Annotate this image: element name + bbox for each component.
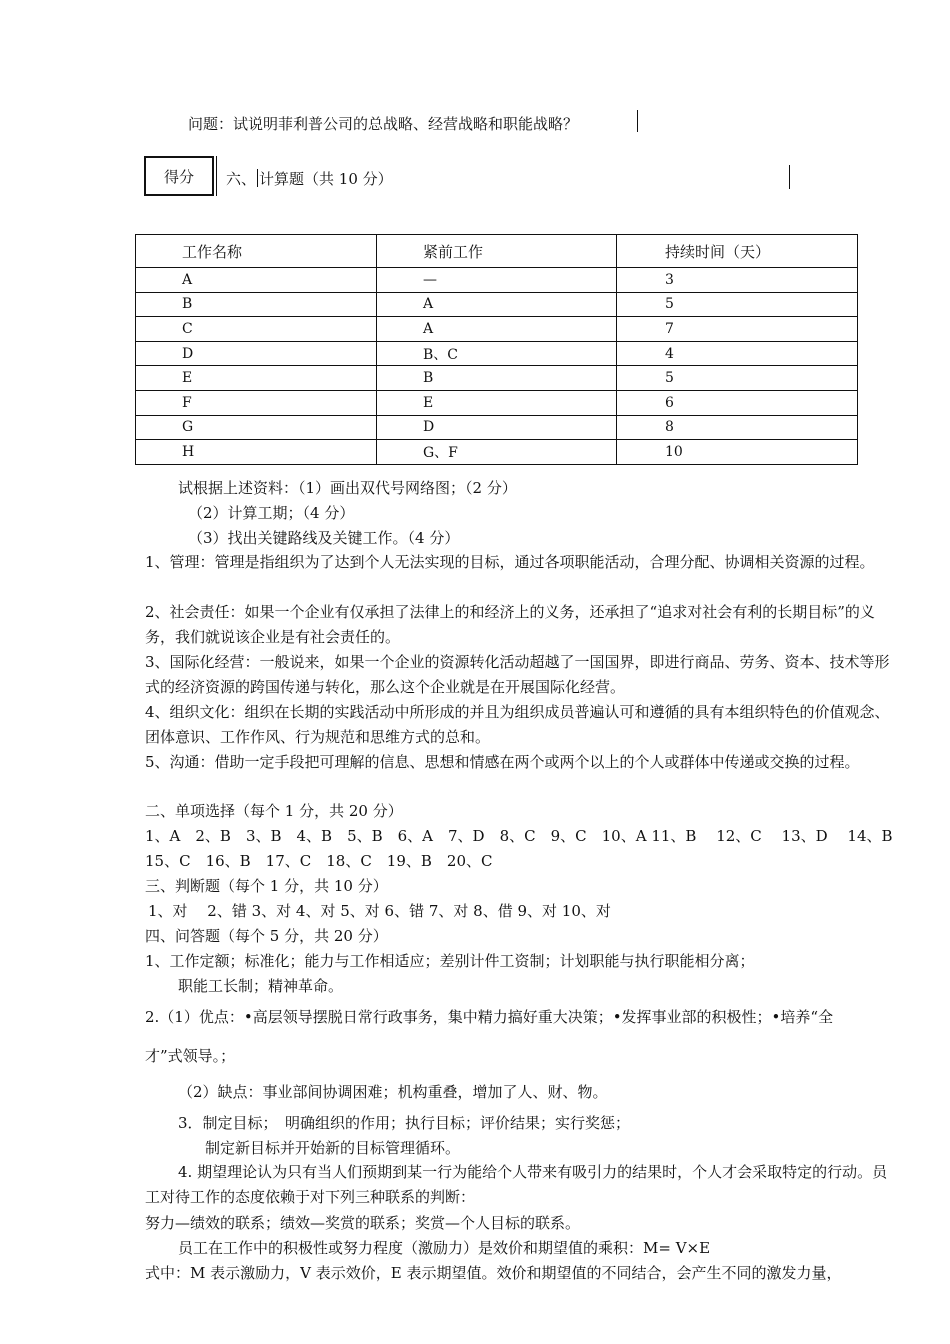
cell-predecessor: B xyxy=(377,366,617,391)
cell-duration: 7 xyxy=(617,317,858,342)
section4-heading: 四、问答题（每个 5 分，共 20 分） xyxy=(145,927,388,945)
score-box xyxy=(144,156,214,196)
question-text: 问题：试说明菲利普公司的总战略、经营战略和职能战略？ xyxy=(188,115,579,133)
table-row xyxy=(136,341,858,366)
table-row xyxy=(136,268,858,293)
cell-duration: 8 xyxy=(617,415,858,440)
cell-predecessor: A xyxy=(377,292,617,317)
definition-1: 1、管理：管理是指组织为了达到个人无法实现的目标，通过各项职能活动，合理分配、协调相关资源的过程。 xyxy=(145,553,875,571)
col-header-duration: 持续时间（天） xyxy=(617,235,858,268)
table-row xyxy=(136,440,858,465)
cell-task: A xyxy=(136,268,377,293)
cell-duration: 5 xyxy=(617,366,858,391)
cell-task: G xyxy=(136,415,377,440)
answer2-line1: 2.（1）优点：•高层领导摆脱日常行政事务，集中精力搞好重大决策；•发挥事业部的积极性；•培养“全 xyxy=(145,1008,834,1026)
cell-task: E xyxy=(136,366,377,391)
answer4-line3: 努力—绩效的联系；绩效—奖赏的联系；奖赏—个人目标的联系。 xyxy=(145,1214,581,1232)
task-line-1: 试根据上述资料：（1）画出双代号网络图；（2 分） xyxy=(178,479,517,497)
table-row xyxy=(136,317,858,342)
cell-duration: 4 xyxy=(617,341,858,366)
table-row xyxy=(136,415,858,440)
answer2-line3: （2）缺点：事业部间协调困难；机构重叠，增加了人、财、物。 xyxy=(178,1083,608,1101)
cell-task: B xyxy=(136,292,377,317)
cell-task: H xyxy=(136,440,377,465)
cursor-divider xyxy=(637,110,638,132)
cell-task: C xyxy=(136,317,377,342)
task-line-3: （3）找出关键路线及关键工作。（4 分） xyxy=(188,529,460,547)
section2-answers-2: 15、C 16、B 17、C 18、C 19、B 20、C xyxy=(145,852,493,870)
cell-predecessor: B、C xyxy=(377,341,617,366)
table-row xyxy=(136,390,858,415)
answer3-line2: 制定新目标并开始新的目标管理循环。 xyxy=(205,1139,461,1157)
right-divider xyxy=(789,165,790,189)
score-label: 得分 xyxy=(163,167,194,186)
table-row xyxy=(136,292,858,317)
definition-5: 5、沟通：借助一定手段把可理解的信息、思想和情感在两个或两个以上的个人或群体中传递或交换的过程。 xyxy=(145,753,860,771)
work-table xyxy=(135,234,858,465)
cell-predecessor: G、F xyxy=(377,440,617,465)
table-row xyxy=(136,366,858,391)
col-header-task: 工作名称 xyxy=(136,235,377,268)
answer1-line1: 1、工作定额；标准化；能力与工作相适应；差别计件工资制；计划职能与执行职能相分离； xyxy=(145,952,755,970)
col-header-predecessor: 紧前工作 xyxy=(377,235,617,268)
cell-predecessor: — xyxy=(377,268,617,293)
section6-heading xyxy=(226,168,393,189)
answer1-line2: 职能工长制；精神革命。 xyxy=(178,977,344,995)
cell-duration: 10 xyxy=(617,440,858,465)
cell-predecessor: A xyxy=(377,317,617,342)
definition-3: 3、国际化经营：一般说来，如果一个企业的资源转化活动超越了一国国界，即进行商品、劳务、资本、技术等形式的经济资源的跨国传递与转化，那么这个企业就是在开展国际化经营。 xyxy=(145,653,890,696)
cell-duration: 5 xyxy=(617,292,858,317)
answer3-line1: 3．制定目标； 明确组织的作用；执行目标；评价结果；实行奖惩； xyxy=(178,1114,631,1132)
cell-duration: 3 xyxy=(617,268,858,293)
definition-4: 4、组织文化：组织在长期的实践活动中所形成的并且为组织成员普遍认可和遵循的具有本组织特色的价值观念、团体意识、工作作风、行为规范和思维方式的总和。 xyxy=(145,703,890,746)
section3-answers: 1、对 2、错 3、对 4、对 5、对 6、错 7、对 8、借 9、对 10、对 xyxy=(148,902,611,920)
text-cursor xyxy=(257,169,258,187)
section2-answers-1: 1、A 2、B 3、B 4、B 5、B 6、A 7、D 8、C 9、C 10、A 11、B 12、C 13、D 14、B xyxy=(145,827,893,845)
cell-task: F xyxy=(136,390,377,415)
answer2-line2: 才”式领导。； xyxy=(145,1047,236,1065)
cell-duration: 6 xyxy=(617,390,858,415)
cell-predecessor: D xyxy=(377,415,617,440)
answer4-line5: 式中：M 表示激励力，V 表示效价，E 表示期望值。效价和期望值的不同结合，会产生不同的激发力量， xyxy=(145,1264,842,1282)
section3-heading: 三、判断题（每个 1 分，共 10 分） xyxy=(145,877,388,895)
score-box-divider xyxy=(216,156,217,196)
cell-task: D xyxy=(136,341,377,366)
cell-predecessor: E xyxy=(377,390,617,415)
definition-2: 2、社会责任：如果一个企业有仅承担了法律上的和经济上的义务，还承担了“追求对社会有利的长期目标”的义务，我们就说该企业是有社会责任的。 xyxy=(145,603,875,646)
answer4-line4: 员工在工作中的积极性或努力程度（激励力）是效价和期望值的乘积：M= V×E xyxy=(178,1239,711,1257)
section2-heading: 二、单项选择（每个 1 分，共 20 分） xyxy=(145,802,403,820)
answer4-paragraph: 4. 期望理论认为只有当人们预期到某一行为能给个人带来有吸引力的结果时，个人才会采取特定的行动。员工对待工作的态度依赖于对下列三种联系的判断： xyxy=(145,1163,888,1206)
section6-prefix: 六、 xyxy=(226,170,257,188)
table-header-row xyxy=(136,235,858,268)
task-line-2: （2）计算工期；（4 分） xyxy=(188,504,355,522)
section6-title: 计算题（共 10 分） xyxy=(259,170,393,188)
